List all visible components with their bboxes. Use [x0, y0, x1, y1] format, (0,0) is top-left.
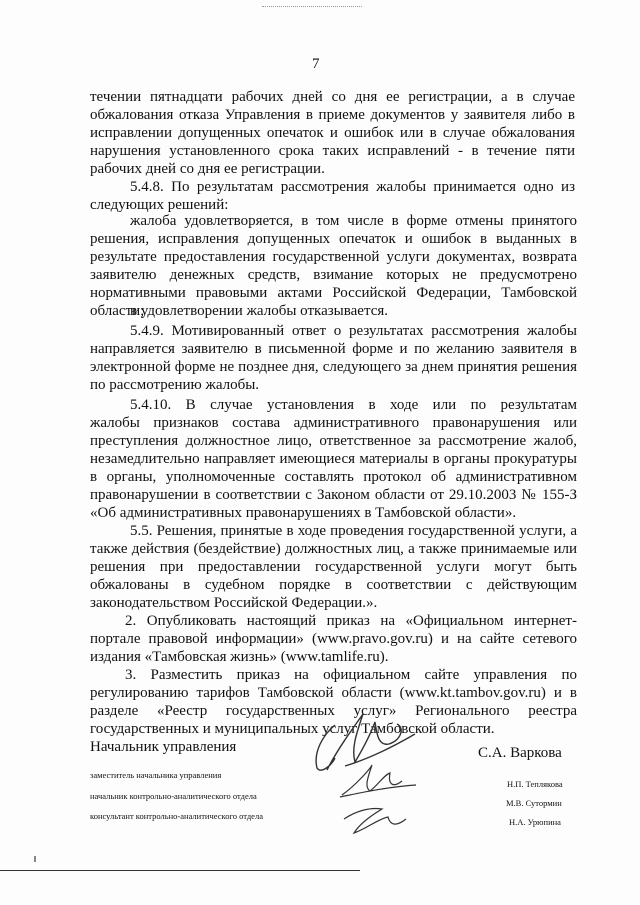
text-line: регулированию тарифов Тамбовской области (www.kt.tambov.gov.ru) и в [90, 685, 577, 701]
approval-title-2: начальник контрольно-аналитического отдела [90, 791, 257, 801]
text-line: государственных и муниципальных услуг Тамбовской области. [90, 721, 495, 737]
text-line: 5.4.8. По результатам рассмотрения жалобы принимается одно из [130, 179, 575, 195]
text-line: заявителю денежных средств, взимание которых не предусмотрено [90, 267, 577, 283]
text-line: следующих решений: [90, 197, 229, 213]
text-line: портале правовой информации» (www.pravo.gov.ru) и на сайте сетевого [90, 631, 577, 647]
text-line: законодательством Российской Федерации.». [90, 595, 378, 611]
text-line: обжалованы в судебном порядке в соответствии с действующим [90, 577, 577, 593]
text-line: жалобы признаков состава административного правонарушения или [90, 415, 577, 431]
text-line: разделе «Реестр государственных услуг» Регионального реестра [90, 703, 577, 719]
text-line: обжалования отказа Управления в приеме документов у заявителя либо в [90, 107, 575, 123]
text-line: по рассмотрению жалобы. [90, 377, 260, 393]
scan-dots [262, 6, 362, 9]
signature-position: Начальник управления [90, 739, 237, 755]
approval-name-3: Н.А. Урюпина [509, 817, 561, 827]
text-line: нормативными правовыми актами Российской Федерации, Тамбовской [90, 285, 577, 301]
approval-title-1: заместитель начальника управления [90, 770, 222, 780]
text-line: решения, исправления допущенных опечаток и ошибок в выданных в [90, 231, 577, 247]
text-line: правонарушении в соответствии с Законом области от 29.10.2003 № 155-З [90, 487, 577, 503]
text-line: в органы, уполномоченные составлять протокол об административном [90, 469, 577, 485]
text-line: нарушения установленного срока таких исправлений - в течение пяти [90, 143, 575, 159]
text-line: жалоба удовлетворяется, в том числе в форме отмены принятого [130, 213, 577, 229]
text-line: исправлении допущенных опечаток и ошибок или в случае обжалования [90, 125, 575, 141]
text-line: также действия (бездействие) должностных лиц, а также принимаемые или [90, 541, 577, 557]
approval-signatures [330, 755, 450, 845]
text-line: результате предоставления государственной услуги документах, возврата [90, 249, 577, 265]
signature-name: С.А. Варкова [478, 745, 562, 761]
text-line: преступления должностное лицо, ответственное за рассмотрение жалоб, [90, 433, 577, 449]
text-line: электронной форме не позднее дня, следующего за днем принятия решения [90, 359, 577, 375]
page-number: 7 [312, 56, 320, 72]
text-line: в удовлетворении жалобы отказывается. [130, 303, 388, 319]
text-line: 3. Разместить приказ на официальном сайте управления по [125, 667, 577, 683]
bottom-rule [0, 870, 360, 871]
text-line: 5.4.9. Мотивированный ответ о результатах рассмотрения жалобы [130, 323, 577, 339]
approval-name-1: Н.П. Теплякова [507, 779, 563, 789]
approval-title-3: консультант контрольно-аналитического отдела [90, 811, 263, 821]
text-line: 2. Опубликовать настоящий приказ на «Официальном интернет- [125, 613, 577, 629]
text-line: «Об административных правонарушениях в Тамбовской области». [90, 505, 517, 521]
text-line: рабочих дней со дня ее регистрации. [90, 161, 325, 177]
margin-mark [34, 856, 36, 862]
text-line: течении пятнадцати рабочих дней со дня ее регистрации, а в случае [90, 89, 575, 105]
text-line: области; [90, 303, 145, 319]
text-line: незамедлительно направляет имеющиеся материалы в органы прокуратуры [90, 451, 577, 467]
text-line: направляется заявителю в письменной форме и по желанию заявителя в [90, 341, 577, 357]
text-line: издания «Тамбовская жизнь» (www.tamlife.ru). [90, 649, 389, 665]
text-line: 5.4.10. В случае установления в ходе или по результатам [130, 397, 577, 413]
approval-name-2: М.В. Сутормин [506, 798, 562, 808]
text-line: решения при предоставлении государственной услуги могут быть [90, 559, 577, 575]
text-line: 5.5. Решения, принятые в ходе проведения государственной услуги, а [130, 523, 577, 539]
